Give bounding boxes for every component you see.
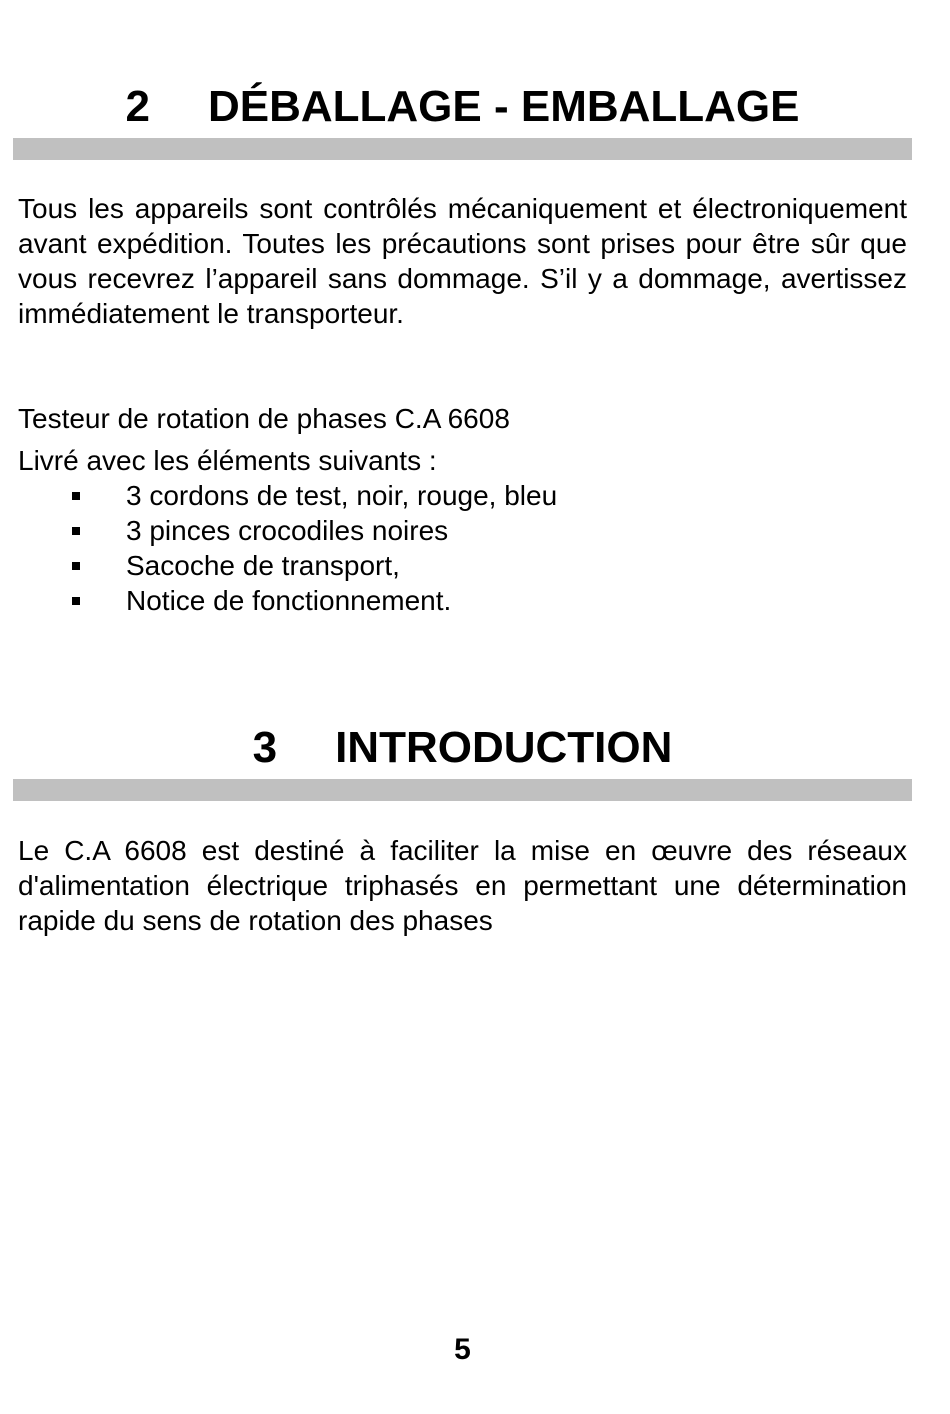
section-3-heading xyxy=(0,723,925,773)
section-3-number: 3 xyxy=(252,723,278,772)
section-2-title: DÉBALLAGE - EMBALLAGE xyxy=(207,82,800,131)
bullet-square-icon xyxy=(72,597,80,605)
section-3-divider xyxy=(13,779,912,801)
bullet-square-icon xyxy=(72,527,80,535)
bullet-square-icon xyxy=(72,562,80,570)
page-number: 5 xyxy=(454,1333,471,1366)
delivered-with-label: Livré avec les éléments suivants : xyxy=(18,445,437,476)
section-3-body-paragraph: Le C.A 6608 est destiné à faciliter la mise en œuvre des réseaux d'alimentation électrique triphasés en permettant une détermination rapide du sens de rotation des phases xyxy=(18,835,907,936)
product-name: Testeur de rotation de phases C.A 6608 xyxy=(18,403,510,434)
list-item-text: 3 cordons de test, noir, rouge, bleu xyxy=(126,480,558,511)
section-2-heading xyxy=(0,82,925,132)
section-2-intro-paragraph: Tous les appareils sont contrôlés mécaniquement et électroniquement avant expédition. Toutes les précautions sont prises pour être sûr que vous recevrez l’appareil sans dommage. S’il y a dommage, avertissez immédiatement le transporteur. xyxy=(18,193,907,329)
section-3-title: INTRODUCTION xyxy=(335,723,673,772)
section-2-divider xyxy=(13,138,912,160)
list-item-text: 3 pinces crocodiles noires xyxy=(126,515,449,546)
section-2-number: 2 xyxy=(125,82,150,131)
bullet-square-icon xyxy=(72,492,80,500)
list-item-text: Notice de fonctionnement. xyxy=(126,585,452,616)
list-item-text: Sacoche de transport, xyxy=(126,550,400,581)
